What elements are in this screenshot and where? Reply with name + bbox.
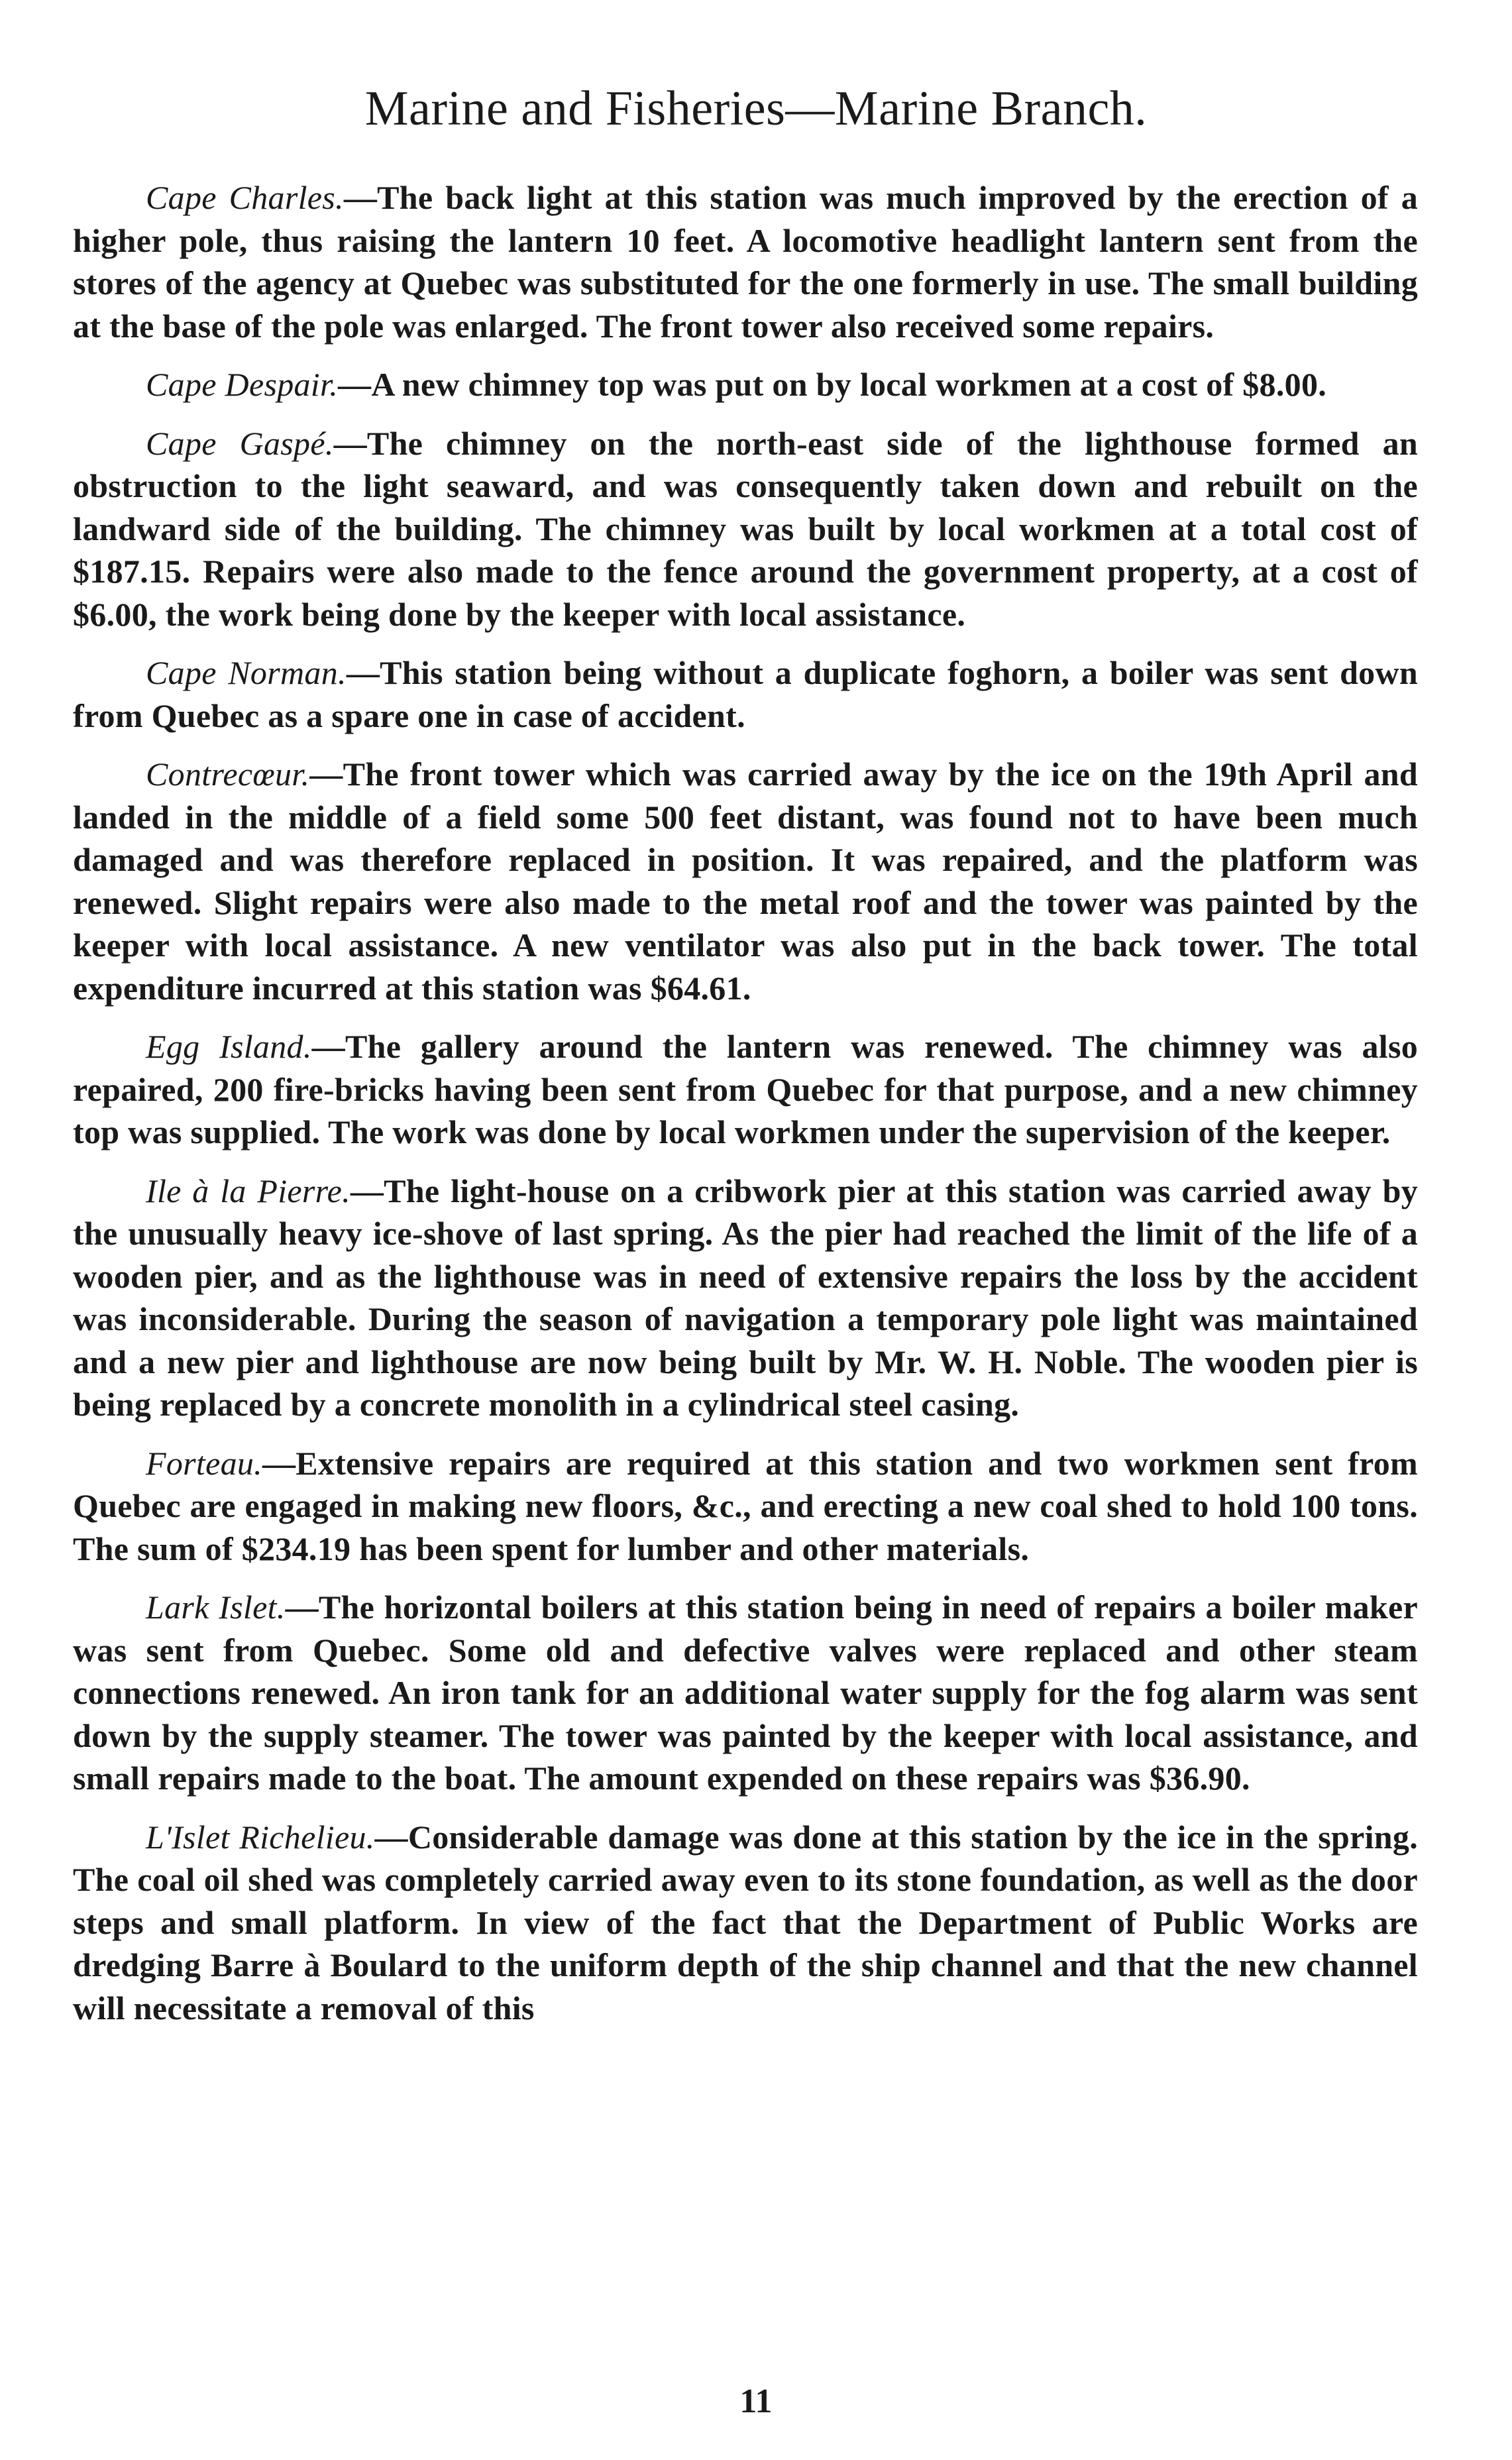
paragraph-cape-norman <box>73 651 1418 737</box>
station-name: Cape Gaspé. <box>146 424 334 462</box>
station-name: Forteau. <box>146 1444 262 1482</box>
paragraph-cape-gaspe <box>73 422 1418 636</box>
station-description: —The back light at this station was much improved by the erection of a higher pole, thus raising the lantern 10 feet. A locomotive headlight lantern sent from the stores of the agency at Quebec was substituted for the one formerly in use. The small building at the base of the pole was enlarged. The front tower also received some repairs. <box>73 179 1418 345</box>
page-number: 11 <box>739 2382 773 2420</box>
body-text <box>73 176 1418 2045</box>
station-name: Egg Island. <box>146 1028 312 1065</box>
paragraph-contrecoeur <box>73 753 1418 1009</box>
paragraph-egg-island <box>73 1025 1418 1154</box>
paragraph-cape-charles <box>73 176 1418 347</box>
paragraph-ile-a-la-pierre <box>73 1170 1418 1426</box>
station-description: —The gallery around the lantern was renewed. The chimney was also repaired, 200 fire-bricks having been sent from Quebec for that purpose, and a new chimney top was supplied. The work was done by local workmen under the supervision of the keeper. <box>73 1028 1419 1150</box>
station-description: —Extensive repairs are required at this station and two workmen sent from Quebec are engaged in making new floors, &c., and erecting a new coal shed to hold 100 tons. The sum of $234.19 has been spent for lumber and other materials. <box>73 1444 1418 1567</box>
station-name: L'Islet Richelieu. <box>146 1818 375 1856</box>
paragraph-lark-islet <box>73 1586 1418 1800</box>
station-description: —This station being without a duplicate foghorn, a boiler was sent down from Quebec as a spare one in case of accident. <box>73 654 1418 734</box>
station-name: Contrecœur. <box>146 755 310 793</box>
station-description: —The light-house on a cribwork pier at this station was carried away by the unusually heavy ice-shove of last spring. As the pier had reached the limit of the life of a wooden pier, and as the lighthouse was in need of extensive repairs the loss by the accident was inconsiderable. During the season of navigation a temporary pole light was maintained and a new pier and lighthouse are now being built by Mr. W. H. Noble. The wooden pier is being replaced by a concrete monolith in a cylindrical steel casing. <box>73 1172 1418 1423</box>
station-description: —A new chimney top was put on by local workmen at a cost of $8.00. <box>338 366 1327 403</box>
station-description: —The chimney on the north-east side of the lighthouse formed an obstruction to the light seaward, and was consequently taken down and rebuilt on the landward side of the building. The chimney was built by local workmen at a total cost of $187.15. Repairs were also made to the fence around the government property, at a cost of $6.00, the work being done by the keeper with local assistance. <box>73 424 1418 633</box>
paragraph-lislet-richelieu <box>73 1816 1418 2030</box>
station-name: Cape Norman. <box>146 654 347 691</box>
paragraph-forteau <box>73 1442 1418 1571</box>
page-title: Marine and Fisheries—Marine Branch. <box>364 82 1148 136</box>
station-name: Lark Islet. <box>146 1589 286 1626</box>
station-name: Cape Despair. <box>146 366 339 403</box>
paragraph-cape-despair <box>73 363 1418 406</box>
station-description: —The front tower which was carried away by the ice on the 19th April and landed in the middle of a field some 500 feet distant, was found not to have been much damaged and was therefore replaced in position. It was repaired, and the platform was renewed. Slight repairs were also made to the metal roof and the tower was painted by the keeper with local assistance. A new ventilator was also put in the back tower. The total expenditure incurred at this station was $64.61. <box>73 755 1418 1007</box>
station-description: —The horizontal boilers at this station being in need of repairs a boiler maker was sent from Quebec. Some old and defective valves were replaced and other steam connections renewed. An iron tank for an additional water supply for the fog alarm was sent down by the supply steamer. The tower was painted by the keeper with local assistance, and small repairs made to the boat. The amount expended on these repairs was $36.90. <box>73 1589 1418 1797</box>
station-description: —Considerable damage was done at this station by the ice in the spring. The coal oil shed was completely carried away even to its stone foundation, as well as the door steps and small platform. In view of the fact that the Department of Public Works are dredging Barre à Boulard to the uniform depth of the ship channel and that the new channel will necessitate a removal of this <box>73 1818 1418 2027</box>
station-name: Ile à la Pierre. <box>146 1172 351 1209</box>
station-name: Cape Charles. <box>146 179 344 216</box>
